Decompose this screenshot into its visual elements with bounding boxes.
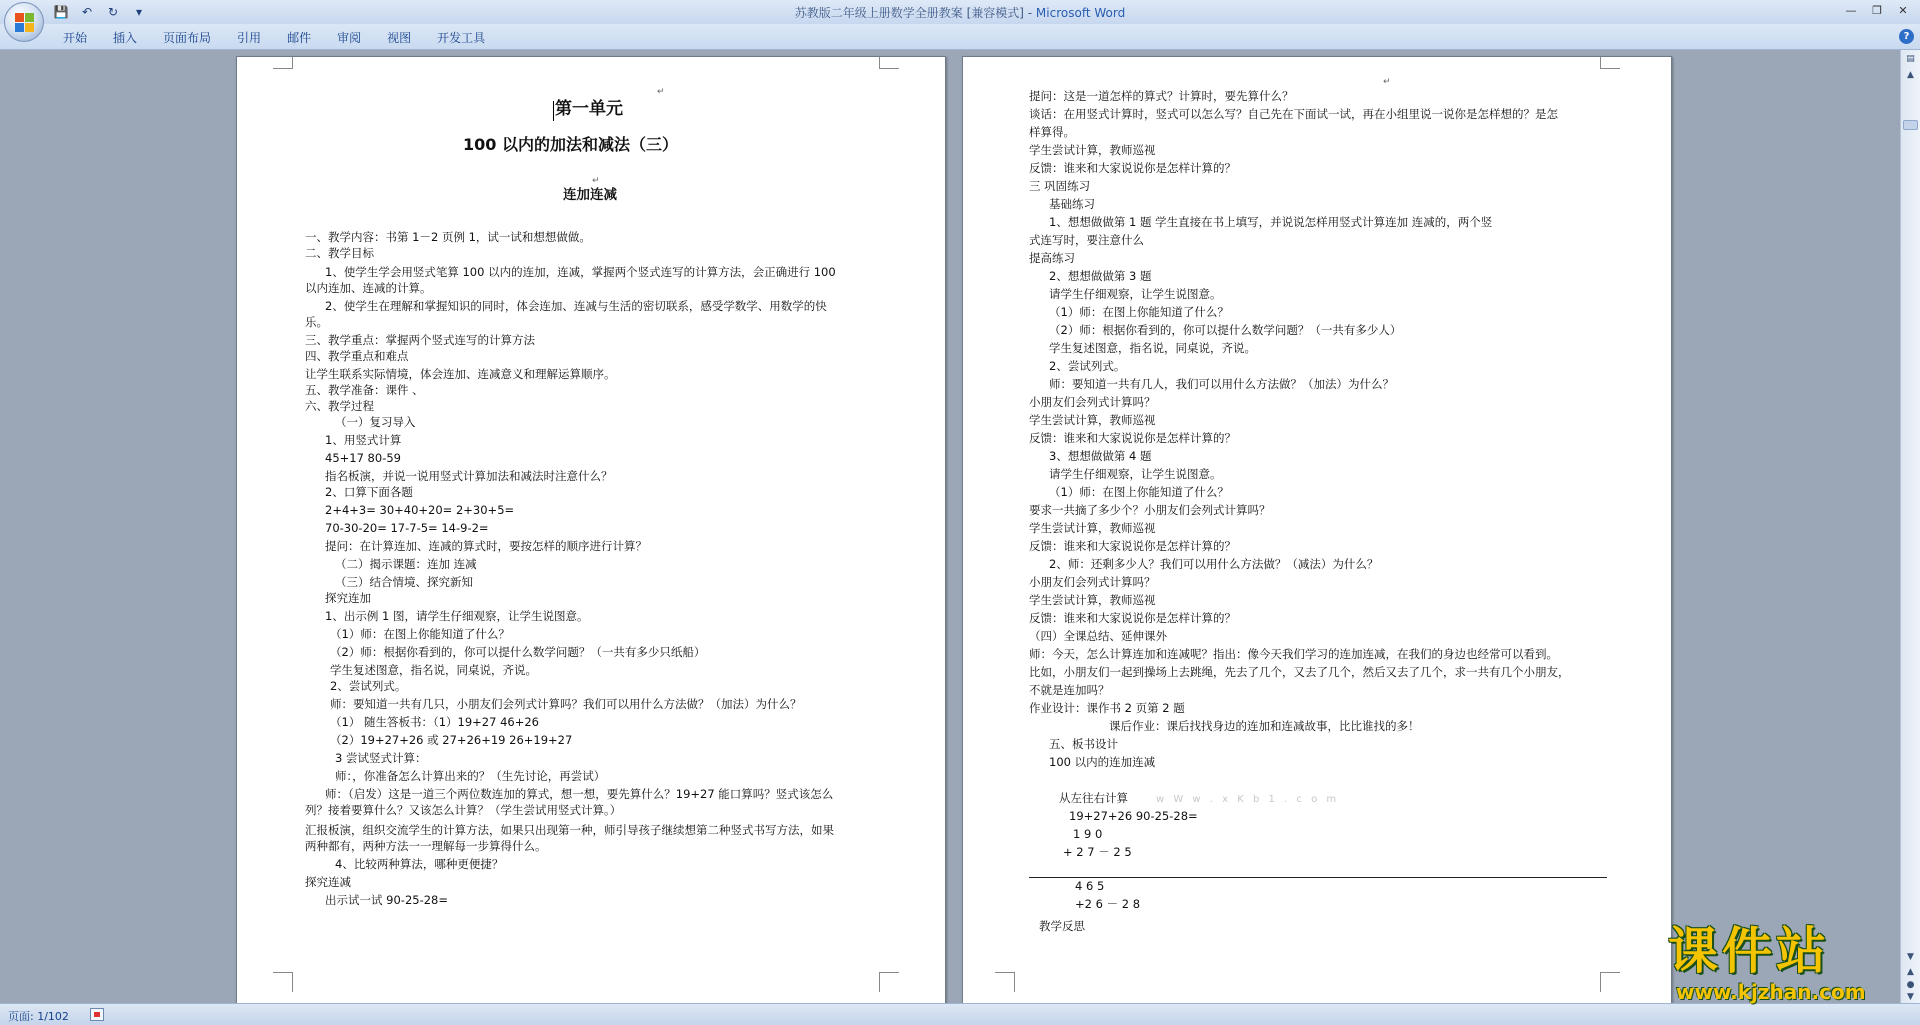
document-line: 出示试一试 90-25-28= xyxy=(325,893,448,907)
document-line: 基础练习 xyxy=(1049,197,1095,211)
previous-page-icon[interactable]: ▲ xyxy=(1907,967,1914,977)
customize-qat-icon[interactable]: ▾ xyxy=(135,5,143,19)
window-title xyxy=(0,4,1920,21)
document-line: 4、比较两种算法，哪种更便捷？ xyxy=(335,857,504,871)
document-line: 2、尝试列式。 xyxy=(330,679,407,693)
document-line: 提问：在计算连加、连减的算式时，要按怎样的顺序进行计算？ xyxy=(325,539,647,553)
document-line: 小朋友们会列式计算吗？ xyxy=(1029,575,1156,589)
tab-mailings[interactable]: 邮件 xyxy=(287,31,312,45)
save-icon[interactable]: 💾 xyxy=(53,5,69,19)
status-bar xyxy=(0,1003,1920,1025)
board-divider xyxy=(1029,877,1607,878)
document-line: 式连写时，要注意什么 xyxy=(1029,233,1144,247)
document-line: 70-30-20= 17-7-5= 14-9-2= xyxy=(325,521,489,535)
document-line: （2）19+27+26 或 27+26+19 26+19+27 xyxy=(330,733,573,747)
document-title: 苏教版二年级上册数学全册教案 [兼容模式] - xyxy=(794,6,1036,20)
document-line: 比如，小朋友们一起到操场上去跳绳，先去了几个，又去了几个，然后又去了几个，求一共有几个小朋友， xyxy=(1029,665,1570,679)
document-page-1[interactable] xyxy=(236,56,946,1008)
document-line: 1、用竖式计算 xyxy=(325,433,402,447)
office-logo-icon xyxy=(15,13,35,33)
document-line: 2、使学生在理解和掌握知识的同时，体会连加、连减与生活的密切联系，感受学数学、用数学的快 xyxy=(325,299,827,313)
document-line: 2、尝试列式。 xyxy=(1049,359,1126,373)
document-line: 作业设计：课作书 2 页第 2 题 xyxy=(1029,701,1185,715)
document-line: 3 尝试竖式计算： xyxy=(335,751,427,765)
document-line: 提问：这是一道怎样的算式？计算时，要先算什么？ xyxy=(1029,89,1294,103)
document-line: 1 9 0 xyxy=(1073,827,1103,841)
text-cursor xyxy=(553,101,554,121)
ribbon xyxy=(0,24,1920,50)
vertical-scrollbar[interactable] xyxy=(1900,50,1920,1003)
redo-icon[interactable]: ↻ xyxy=(107,5,119,19)
document-line: 学生尝试计算，教师巡视 xyxy=(1029,521,1156,535)
margin-corner-mark xyxy=(879,56,899,69)
margin-corner-mark xyxy=(995,972,1015,992)
document-line: 六、教学过程 xyxy=(305,399,374,413)
page-count[interactable]: 页面: 1/102 xyxy=(8,1010,69,1023)
document-line: 两种都有，两种方法一一理解每一步算得什么。 xyxy=(305,839,547,853)
next-page-icon[interactable]: ▼ xyxy=(1907,992,1914,1002)
document-line: 学生尝试计算，教师巡视 xyxy=(1029,593,1156,607)
lesson-heading: 连加连减 xyxy=(563,187,617,203)
document-line: （1） 随生答板书：（1）19+27 46+26 xyxy=(330,715,539,729)
margin-corner-mark xyxy=(273,56,293,69)
document-line: 反馈：谁来和大家说说你是怎样计算的？ xyxy=(1029,539,1236,553)
margin-corner-mark xyxy=(879,972,899,992)
document-line: 从左往右计算 xyxy=(1059,791,1128,805)
minimize-icon[interactable]: — xyxy=(1845,4,1857,17)
paragraph-mark: ↵ xyxy=(592,176,600,186)
margin-corner-mark xyxy=(1600,56,1620,69)
document-line: +2 6 － 2 8 xyxy=(1075,897,1141,911)
window-controls xyxy=(1838,2,1916,20)
scroll-up-icon[interactable]: ▲ xyxy=(1907,70,1914,80)
paragraph-mark: ↵ xyxy=(1383,77,1391,87)
document-line: （1）师：在图上你能知道了什么？ xyxy=(1049,485,1229,499)
document-line: 19+27+26 90-25-28= xyxy=(1069,809,1198,823)
document-line: 学生尝试计算，教师巡视 xyxy=(1029,413,1156,427)
document-line: 1、出示例 1 图，请学生仔细观察，让学生说图意。 xyxy=(325,609,589,623)
title-bar xyxy=(0,0,1920,24)
logo-text: 课件站 xyxy=(1668,922,1830,980)
help-icon[interactable]: ? xyxy=(1899,29,1914,44)
document-line: 要求一共摘了多少个？小朋友们会列式计算吗？ xyxy=(1029,503,1271,517)
document-line: 100 以内的连加连减 xyxy=(1049,755,1156,769)
logo-url: www.kjzhan.com xyxy=(1676,980,1866,1004)
document-line: （四）全课总结、延伸课外 xyxy=(1029,629,1167,643)
document-line: + 2 7 － 2 5 xyxy=(1063,845,1132,859)
document-line: 学生尝试计算，教师巡视 xyxy=(1029,143,1156,157)
close-icon[interactable]: ✕ xyxy=(1898,4,1908,17)
document-line: 五、板书设计 xyxy=(1049,737,1118,751)
tab-view[interactable]: 视图 xyxy=(387,31,412,45)
document-line: （二）揭示课题：连加 连减 xyxy=(335,557,477,571)
tab-developer[interactable]: 开发工具 xyxy=(437,31,486,45)
document-line: 师：要知道一共有几只，小朋友们会列式计算吗？我们可以用什么方法做？（加法）为什么？ xyxy=(330,697,802,711)
document-line: 师：（启发）这是一道三个两位数连加的算式，想一想，要先算什么？19+27 能口算吗？竖式该怎么 xyxy=(325,787,834,801)
document-line: 指名板演，并说一说用竖式计算加法和减法时注意什么？ xyxy=(325,469,613,483)
document-line: 列？接着要算什么？又该怎么计算？（学生尝试用竖式计算。） xyxy=(305,803,622,817)
document-line: 一、教学内容：书第 1－2 页例 1，试一试和想想做做。 xyxy=(305,230,591,244)
document-line: 四、教学重点和难点 xyxy=(305,349,409,363)
scroll-thumb[interactable] xyxy=(1903,120,1918,130)
document-line: 师：要知道一共有几人，我们可以用什么方法做？（加法）为什么？ xyxy=(1049,377,1394,391)
document-line: 以内连加、连减的计算。 xyxy=(305,281,432,295)
document-line: （1）师：在图上你能知道了什么？ xyxy=(1049,305,1229,319)
document-line: 师：，你准备怎么计算出来的？（生先讨论，再尝试） xyxy=(335,769,606,783)
document-line: 1、使学生学会用竖式笔算 100 以内的连加，连减，掌握两个竖式连写的计算方法，会正确进行 100 xyxy=(325,265,836,279)
document-line: 课后作业：课后找找身边的连加和连减故事，比比谁找的多！ xyxy=(1109,719,1420,733)
ruler-toggle-icon[interactable]: ▤ xyxy=(1906,54,1915,64)
lesson-subtitle: 100 以内的加法和减法（三） xyxy=(463,135,678,154)
document-line: 3、想想做做第 4 题 xyxy=(1049,449,1152,463)
document-line: 教学反思 xyxy=(1039,919,1085,933)
document-line: 提高练习 xyxy=(1029,251,1075,265)
document-line: 2、口算下面各题 xyxy=(325,485,413,499)
site-logo xyxy=(1668,924,1902,1006)
office-button[interactable] xyxy=(4,2,44,42)
document-line: 探究连减 xyxy=(305,875,351,889)
tab-references[interactable]: 引用 xyxy=(237,31,262,45)
document-page-2[interactable] xyxy=(962,56,1672,1008)
document-line: （2）师：根据你看到的，你可以提什么数学问题？（一共有多少人） xyxy=(1049,323,1402,337)
tab-insert[interactable]: 插入 xyxy=(113,31,138,45)
document-line: 乐。 xyxy=(305,315,328,329)
document-line: 4 6 5 xyxy=(1075,879,1105,893)
document-line: 让学生联系实际情境，体会连加、连减意义和理解运算顺序。 xyxy=(305,367,616,381)
watermark-text: w W w . x K b 1 . c o m xyxy=(1156,794,1340,805)
document-line: 三、教学重点：掌握两个竖式连写的计算方法 xyxy=(305,333,535,347)
document-line: 2、师：还剩多少人？我们可以用什么方法做？（减法）为什么？ xyxy=(1049,557,1379,571)
document-line: （一）复习导入 xyxy=(335,415,416,429)
document-line: 小朋友们会列式计算吗？ xyxy=(1029,395,1156,409)
document-line: 二、教学目标 xyxy=(305,246,374,260)
proofing-icon[interactable] xyxy=(90,1008,104,1021)
document-line: 探究连加 xyxy=(325,591,371,605)
tab-home[interactable]: 开始 xyxy=(63,31,88,45)
document-line: 三 巩固练习 xyxy=(1029,179,1091,193)
document-line: 五、教学准备：课件 、 xyxy=(305,383,424,397)
document-area xyxy=(0,50,1900,1003)
document-line: 45+17 80-59 xyxy=(325,451,401,465)
document-line: 2+4+3= 30+40+20= 2+30+5= xyxy=(325,503,515,517)
document-line: （1）师：在图上你能知道了什么？ xyxy=(330,627,510,641)
paragraph-mark: ↵ xyxy=(657,87,665,97)
document-line: 学生复述图意，指名说，同桌说，齐说。 xyxy=(1049,341,1256,355)
restore-icon[interactable]: ❐ xyxy=(1872,4,1882,17)
ribbon-tabs xyxy=(50,29,498,47)
undo-icon[interactable]: ↶ xyxy=(81,5,93,19)
document-line: 反馈：谁来和大家说说你是怎样计算的？ xyxy=(1029,431,1236,445)
document-line: 1、想想做做第 1 题 学生直接在书上填写，并说说怎样用竖式计算连加 连减的，两个竖 xyxy=(1049,215,1493,229)
document-line: 请学生仔细观察，让学生说图意。 xyxy=(1049,287,1222,301)
document-line: 谈话：在用竖式计算时，竖式可以怎么写？自己先在下面试一试，再在小组里说一说你是怎样想的？是怎 xyxy=(1029,107,1558,121)
document-line: 样算得。 xyxy=(1029,125,1075,139)
margin-corner-mark xyxy=(1600,972,1620,992)
document-line: （2）师：根据你看到的，你可以提什么数学问题？（一共有多少只纸船） xyxy=(330,645,706,659)
scroll-down-icon[interactable]: ▼ xyxy=(1907,952,1914,962)
margin-corner-mark xyxy=(273,972,293,992)
tab-page-layout[interactable]: 页面布局 xyxy=(163,31,212,45)
document-line: 师：今天，怎么计算连加和连减呢？指出：像今天我们学习的连加连减，在我们的身边也经常可以看到。 xyxy=(1029,647,1558,661)
document-line: 学生复述图意，指名说，同桌说，齐说。 xyxy=(330,663,537,677)
document-line: 请学生仔细观察，让学生说图意。 xyxy=(1049,467,1222,481)
document-line: 反馈：谁来和大家说说你是怎样计算的？ xyxy=(1029,161,1236,175)
document-line: 2、想想做做第 3 题 xyxy=(1049,269,1152,283)
document-line: 反馈：谁来和大家说说你是怎样计算的？ xyxy=(1029,611,1236,625)
document-line: （三）结合情境、探究新知 xyxy=(335,575,473,589)
document-line: 汇报板演，组织交流学生的计算方法，如果只出现第一种，师引导孩子继续想第二种竖式书写方法，如果 xyxy=(305,823,834,837)
tab-review[interactable]: 审阅 xyxy=(337,31,362,45)
unit-title: 第一单元 xyxy=(555,99,623,119)
document-line: 不就是连加吗？ xyxy=(1029,683,1110,697)
app-name: Microsoft Word xyxy=(1035,6,1126,20)
browse-object-icon[interactable]: ● xyxy=(1906,980,1915,990)
